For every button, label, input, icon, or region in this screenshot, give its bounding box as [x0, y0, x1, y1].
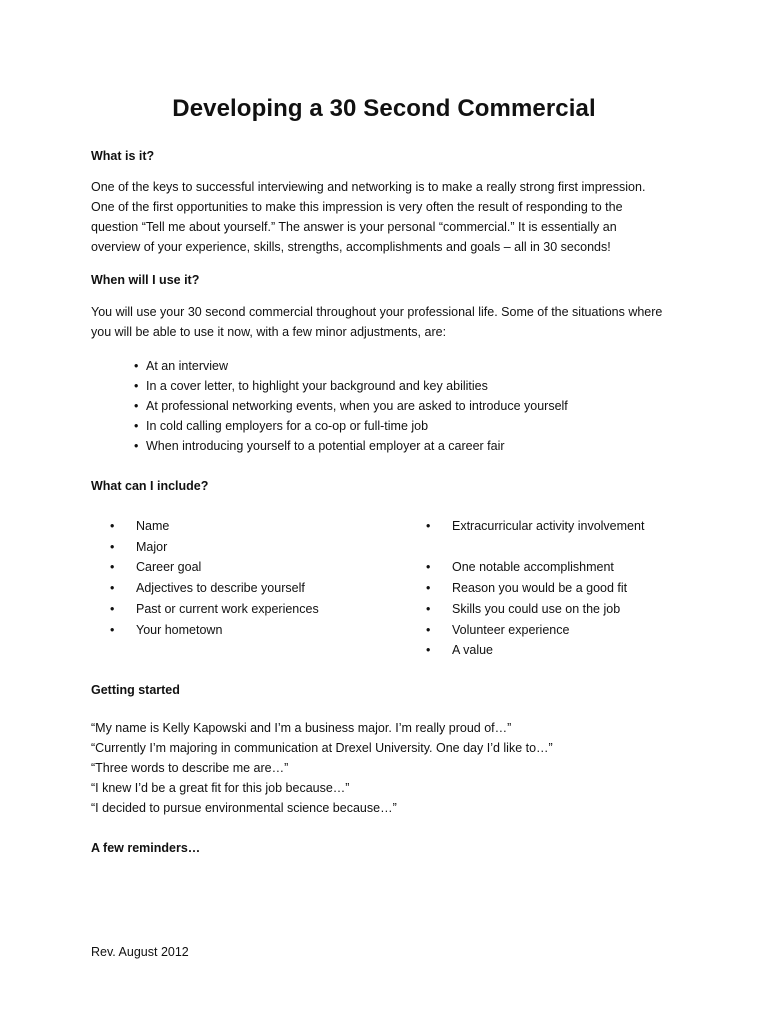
- bullet-icon: •: [426, 519, 431, 533]
- paragraph-line: overview of your experience, skills, strengths, accomplishments and goals – all in 30 seconds!: [91, 240, 611, 254]
- bullet-icon: •: [426, 560, 431, 575]
- paragraph-line: you will be able to use it now, with a few minor adjustments, are:: [91, 325, 447, 339]
- paragraph-what-is-it: [91, 177, 691, 257]
- bullet-icon: •: [134, 359, 139, 373]
- list-item-text: Skills you could use on the job: [452, 601, 621, 616]
- bullet-icon: •: [134, 399, 139, 413]
- bullet-icon: •: [110, 601, 115, 616]
- list-item: [110, 620, 319, 641]
- bullet-icon: •: [134, 419, 139, 433]
- bullet-icon: •: [134, 439, 139, 453]
- heading-what-is-it: What is it?: [91, 149, 155, 163]
- list-item: [110, 537, 319, 558]
- list-item-text: Adjectives to describe yourself: [136, 581, 305, 596]
- list-item: [134, 376, 568, 396]
- list-item-text: Name: [136, 519, 170, 533]
- bullet-icon: •: [426, 622, 431, 637]
- heading-what-include: What can I include?: [91, 479, 209, 493]
- include-list-right: [426, 516, 644, 661]
- quote-line: “I knew I’d be a great fit for this job because…”: [91, 781, 350, 795]
- list-item-text: Major: [136, 539, 168, 554]
- list-item: [426, 557, 644, 578]
- quote-line: “I decided to pursue environmental science because…”: [91, 801, 397, 815]
- bullet-icon: •: [110, 560, 115, 575]
- paragraph-line: You will use your 30 second commercial throughout your professional life. Some of the situations where: [91, 305, 663, 319]
- quote-line: “Three words to describe me are…”: [91, 761, 289, 775]
- bullet-icon: •: [426, 643, 431, 658]
- bullet-icon: •: [110, 622, 115, 637]
- list-item-text: Reason you would be a good fit: [452, 581, 628, 596]
- list-item-text: Extracurricular activity involvement: [452, 519, 645, 533]
- list-item: [426, 516, 644, 537]
- heading-when-use: When will I use it?: [91, 273, 200, 287]
- list-item: [426, 578, 644, 599]
- situations-list: [134, 356, 568, 456]
- list-item-text: Your hometown: [136, 622, 223, 637]
- list-item: [426, 599, 644, 620]
- list-item: [134, 396, 568, 416]
- list-item: [426, 620, 644, 641]
- list-item: [110, 557, 319, 578]
- bullet-icon: •: [426, 601, 431, 616]
- list-item-text: Past or current work experiences: [136, 601, 319, 616]
- heading-reminders: A few reminders…: [91, 841, 201, 855]
- bullet-icon: •: [426, 581, 431, 596]
- list-item-text: Career goal: [136, 560, 202, 575]
- bullet-icon: •: [134, 379, 139, 393]
- page-title: Developing a 30 Second Commercial: [172, 95, 596, 122]
- list-item: [426, 640, 644, 661]
- list-item-text: At professional networking events, when you are asked to introduce yourself: [146, 399, 568, 413]
- paragraph-line: question “Tell me about yourself.” The answer is your personal “commercial.” It is essentially an: [91, 220, 617, 234]
- bullet-icon: •: [110, 539, 115, 554]
- paragraph-when-use: [91, 302, 691, 342]
- list-item: [134, 416, 568, 436]
- list-item-text: One notable accomplishment: [452, 560, 614, 575]
- list-item-text: When introducing yourself to a potential employer at a career fair: [146, 439, 505, 453]
- quote-line: “Currently I’m majoring in communication at Drexel University. One day I’d like to…”: [91, 741, 553, 755]
- include-list-left: [110, 516, 319, 640]
- paragraph-line: One of the first opportunities to make this impression is very often the result of responding to the: [91, 200, 623, 214]
- list-item-empty: [426, 537, 644, 558]
- list-item: [110, 516, 319, 537]
- bullet-icon: •: [110, 581, 115, 596]
- list-item: [110, 599, 319, 620]
- bullet-icon: •: [110, 519, 115, 533]
- heading-getting-started: Getting started: [91, 683, 180, 697]
- list-item-text: Volunteer experience: [452, 622, 570, 637]
- list-item: [134, 356, 568, 376]
- revision-note: Rev. August 2012: [91, 945, 189, 959]
- paragraph-line: One of the keys to successful interviewing and networking is to make a really strong first impression.: [91, 180, 646, 194]
- example-quotes: [91, 718, 553, 818]
- list-item-text: A value: [452, 643, 494, 658]
- list-item: [110, 578, 319, 599]
- quote-line: “My name is Kelly Kapowski and I’m a business major. I’m really proud of…”: [91, 721, 512, 735]
- list-item: [134, 436, 568, 456]
- list-item-text: At an interview: [146, 359, 228, 373]
- list-item-text: In a cover letter, to highlight your background and key abilities: [146, 379, 488, 393]
- list-item-text: In cold calling employers for a co-op or full-time job: [146, 419, 429, 433]
